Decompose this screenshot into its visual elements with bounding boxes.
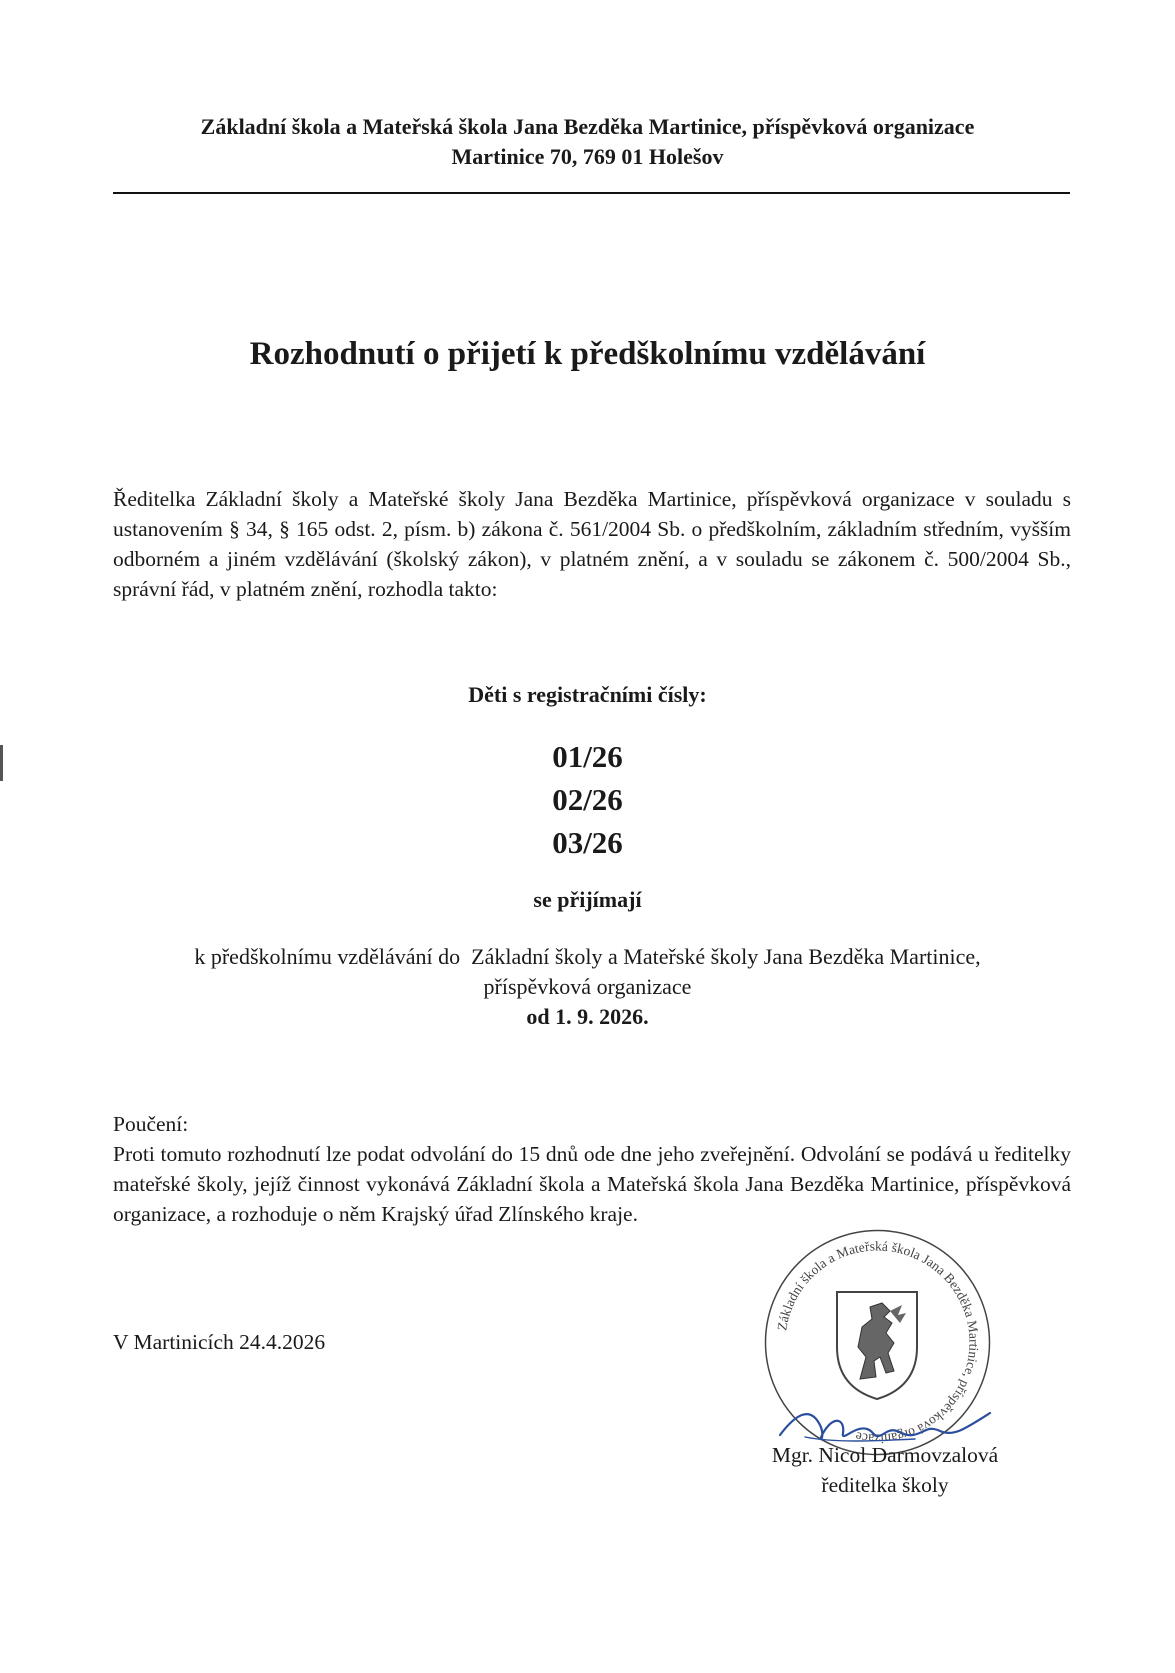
accepted-label: se přijímají [533, 887, 642, 912]
intro-paragraph: Ředitelka Základní školy a Mateřské školy Jana Bezděka Martinice, příspěvková organizace v souladu s ustanovením § 34, § 165 odst. 2, písm. b) zákona č. 561/2004 Sb. o předškolním, základním středním, vyšším odborném a jiném vzdělávání (školský zákon), v platném znění, a v souladu se zákonem č. 500/2004 Sb., správní řád, v platném znění, rozhodla takto: [113, 487, 1071, 601]
stamp-text: Základní škola a Mateřská škola Jana Bezděka Martinice, příspěvková organizace [774, 1238, 982, 1447]
notice-text: Proti tomuto rozhodnutí lze podat odvolání do 15 dnů ode dne jeho zveřejnění. Odvolání se podává u ředitelky mateřské školy, jejíž činnost vykonává Základní škola a Mateřská škola Jana Bezděka Martinice, příspěvková organizace, a rozhoduje o něm Krajský úřad Zlínského kraje. [113, 1142, 1071, 1226]
registration-number: 03/26 [552, 825, 623, 860]
place-and-date: V Martinicích 24.4.2026 [113, 1330, 326, 1354]
document-header [0, 112, 1175, 172]
registration-number: 01/26 [552, 739, 623, 774]
document-title: Rozhodnutí o přijetí k předškolnímu vzdělávání [249, 336, 926, 372]
notice-heading: Poučení: [113, 1112, 189, 1136]
registration-number: 02/26 [552, 782, 623, 817]
legal-notice [113, 1109, 1071, 1229]
signer-name: Mgr. Nicol Darmovzalová [771, 1443, 999, 1467]
school-name: Základní škola a Mateřská škola Jana Bezděka Martinice, příspěvková organizace [200, 114, 975, 139]
header-divider [113, 192, 1070, 194]
admission-statement [0, 942, 1175, 1032]
coat-of-arms-lion-icon [837, 1292, 917, 1399]
admission-line-2: příspěvková organizace [483, 974, 692, 999]
signer-block [715, 1440, 1055, 1500]
signer-role: ředitelka školy [821, 1473, 949, 1497]
admission-line-1: k předškolnímu vzdělávání do Základní školy a Mateřské školy Jana Bezděka Martinice, [194, 944, 981, 969]
children-label: Děti s registračními čísly: [468, 682, 707, 707]
start-date: od 1. 9. 2026. [526, 1004, 649, 1029]
school-address: Martinice 70, 769 01 Holešov [451, 144, 724, 169]
registration-number-list [0, 735, 1175, 864]
